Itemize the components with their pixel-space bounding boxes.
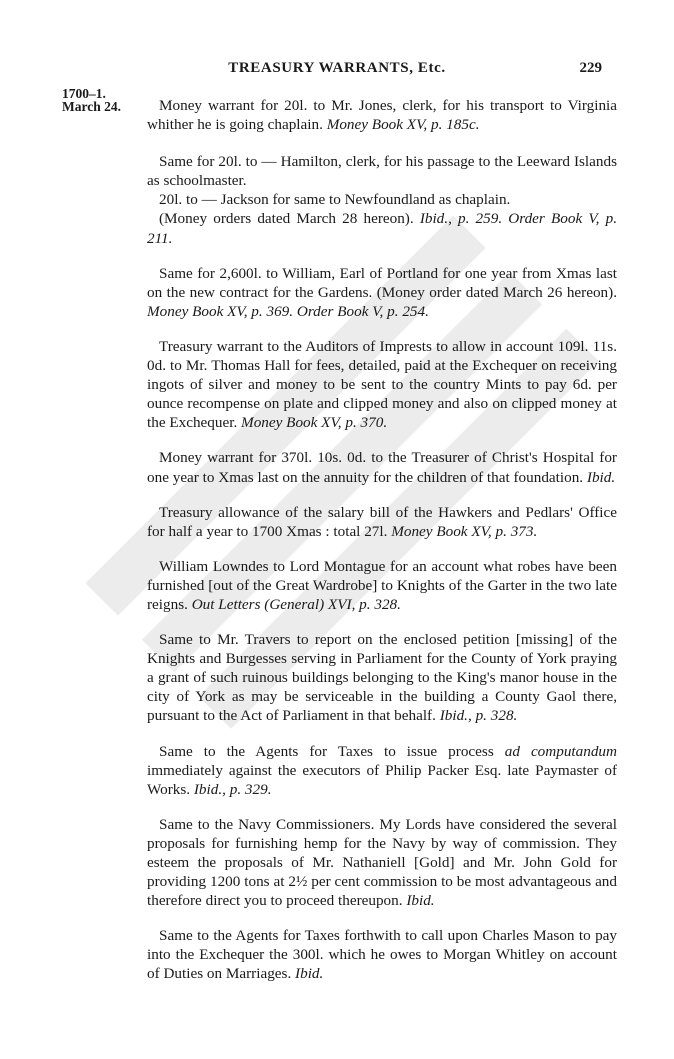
margin-year: 1700–1. <box>62 86 106 101</box>
entry-reference: Ibid. <box>586 468 616 486</box>
entry-latin-phrase: ad computandum <box>504 742 617 760</box>
entry-10 <box>147 815 617 910</box>
entry-text: William Lowndes to Lord Montague for an account what robes have been furnished [out of the Great Wardrobe] to Knights of the Garter in the two late reigns. <box>147 557 617 613</box>
entry-text: Same for 20l. to — Hamilton, clerk, for his passage to the Leeward Islands as schoolmaster. <box>147 153 617 190</box>
entry-reference: Ibid., p. 329. <box>193 780 272 798</box>
entries-body <box>147 96 617 1000</box>
entry-1 <box>147 96 617 134</box>
entry-2 <box>147 152 617 247</box>
entry-text: Treasury warrant to the Auditors of Imprests to allow in account 109l. 11s. 0d. to Mr. Thomas Hall for fees, detailed, paid at the Exchequer on receiving ingots of silver and money to be sent to the country Mints to pay 6d. per ounce recompense on plate and clipped money and also on clipped money at the Exchequer. <box>147 337 617 432</box>
entry-reference: Ibid. <box>406 892 435 910</box>
page-number: 229 <box>579 60 602 76</box>
entry-subline: (Money orders dated March 28 hereon). <box>159 210 414 228</box>
entry-11 <box>147 926 617 983</box>
entry-reference: Ibid., p. 328. <box>439 707 518 725</box>
entry-text: immediately against the executors of Philip Packer Esq. late Paymaster of Works. <box>147 761 617 798</box>
entry-reference: Money Book XV, p. 185c. <box>326 116 480 134</box>
entry-text: Treasury allowance of the salary bill of the Hawkers and Pedlars' Office for half a year to 1700 Xmas : total 27l. <box>147 503 617 540</box>
entry-3 <box>147 264 617 321</box>
entry-reference: Out Letters (General) XVI, p. 328. <box>191 595 401 613</box>
entry-6 <box>147 503 617 541</box>
entry-4 <box>147 337 617 432</box>
entry-text: Same to the Navy Commissioners. My Lords have considered the several proposals for furnishing hemp for the Navy by way of commission. They esteem the proposals of Mr. Nathaniell [Gold] and Mr. John Gold for providing 1200 tons at 2½ per cent commission to be most advantageous and therefore direct you to proceed thereupon. <box>147 815 617 910</box>
entry-9 <box>147 742 617 799</box>
margin-date: March 24. <box>62 99 121 114</box>
page-title: TREASURY WARRANTS, Etc. <box>228 60 446 76</box>
entry-text: Same for 2,600l. to William, Earl of Portland for one year from Xmas last on the new contract for the Gardens. (Money order dated March 26 hereon). <box>147 264 617 301</box>
entry-reference: Money Book XV, p. 373. <box>391 522 538 540</box>
entry-reference: Ibid. <box>295 965 324 983</box>
entry-subline: 20l. to — Jackson for same to Newfoundland as chaplain. <box>159 191 511 209</box>
entry-text: Money warrant for 20l. to Mr. Jones, clerk, for his transport to Virginia whither he is going chaplain. <box>147 97 617 134</box>
entry-text: Money warrant for 370l. 10s. 0d. to the Treasurer of Christ's Hospital for one year to Xmas last on the annuity for the children of that foundation. <box>147 449 617 486</box>
entry-reference: Money Book XV, p. 370. <box>241 414 388 432</box>
entry-reference: Money Book XV, p. 369. Order Book V, p. 254. <box>147 302 429 320</box>
entry-text: Same to the Agents for Taxes forthwith to call upon Charles Mason to pay into the Exchequer the 300l. which he owes to Morgan Whitley on account of Duties on Marriages. <box>147 927 617 983</box>
entry-5 <box>147 448 617 486</box>
entry-text: Same to the Agents for Taxes to issue process <box>159 742 494 760</box>
entry-reference: Ibid., p. 259. Order Book V, p. 211. <box>147 210 617 247</box>
entry-text: Same to Mr. Travers to report on the enclosed petition [missing] of the Knights and Burgesses serving in Parliament for the County of York praying a grant of such ruinous buildings belonging to the King's manor house in the city of York as may be serviceable in the building a County Gaol there, pursuant to the Act of Parliament in that behalf. <box>147 631 617 725</box>
entry-8 <box>147 630 617 725</box>
entry-7 <box>147 557 617 614</box>
